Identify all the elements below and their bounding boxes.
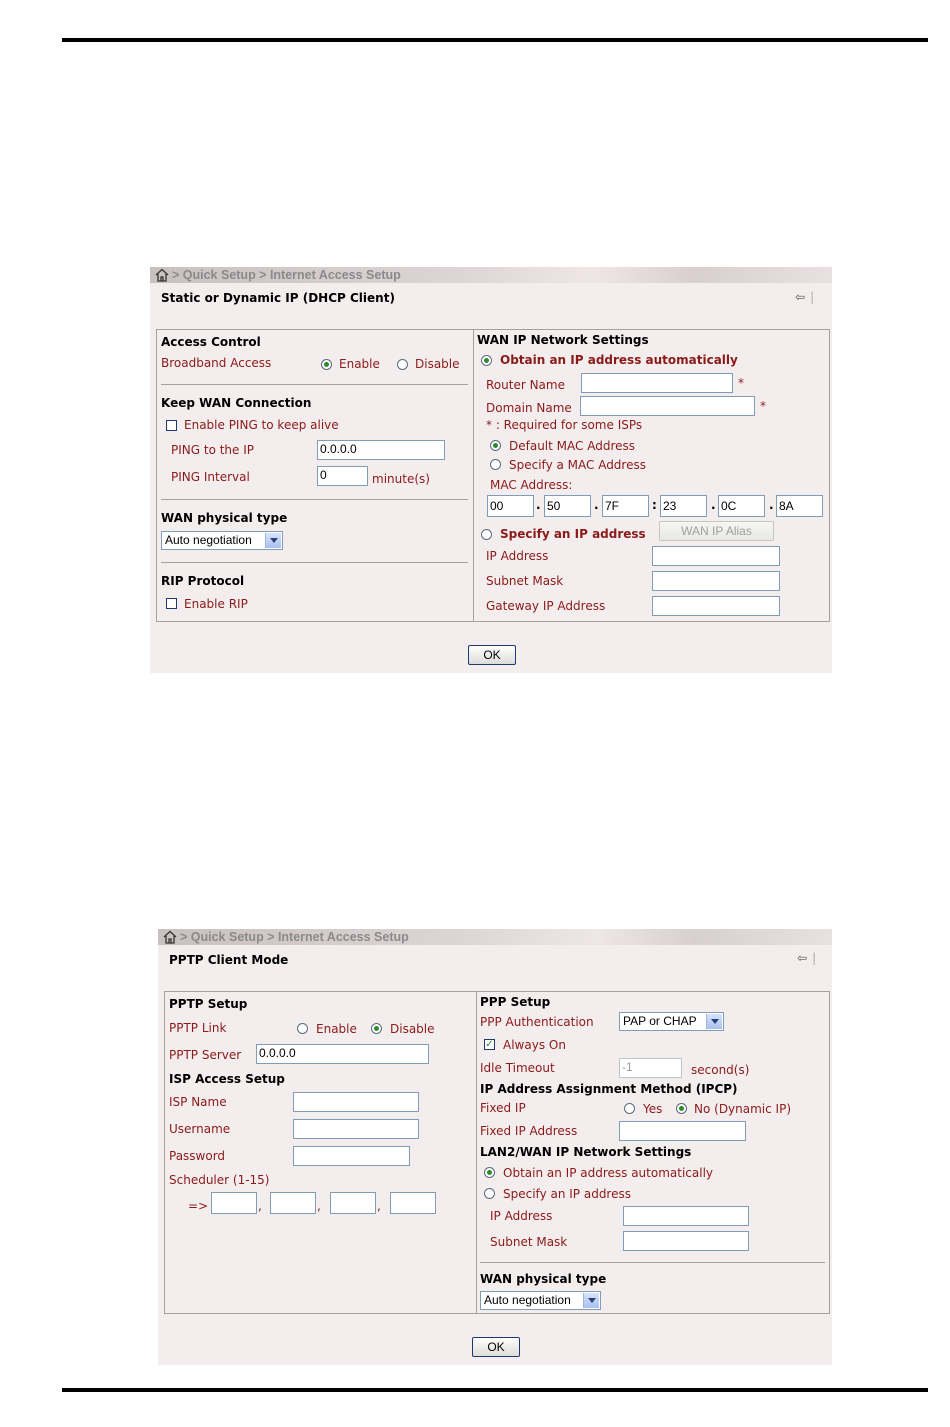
back-arrow-icon[interactable]: ⇦ | bbox=[795, 290, 815, 304]
fixed-ip-address-input[interactable] bbox=[619, 1121, 746, 1141]
bottom-rule bbox=[62, 1388, 928, 1392]
scheduler-comma: , bbox=[317, 1199, 321, 1213]
fixed-ip-label: Fixed IP bbox=[480, 1101, 526, 1115]
mac-separator: . bbox=[711, 498, 716, 512]
chevron-down-icon[interactable] bbox=[706, 1014, 722, 1029]
router-name-required: * bbox=[738, 376, 744, 390]
keep-wan-heading: Keep WAN Connection bbox=[161, 396, 312, 410]
router-name-input[interactable] bbox=[581, 373, 733, 393]
ping-interval-input[interactable]: 0 bbox=[317, 466, 368, 486]
scheduler-comma: , bbox=[258, 1199, 262, 1213]
enable-rip-label: Enable RIP bbox=[184, 597, 248, 611]
specify-ip-label: Specify an IP address bbox=[500, 527, 646, 541]
static-dhcp-screen bbox=[150, 267, 832, 673]
pptp-enable-label: Enable bbox=[316, 1022, 357, 1036]
mac-octet-3[interactable]: 7F bbox=[602, 495, 649, 517]
scheduler-input-2[interactable] bbox=[270, 1192, 316, 1214]
specify-ip-radio[interactable] bbox=[481, 529, 492, 540]
enable-ping-label: Enable PING to keep alive bbox=[184, 418, 339, 432]
idle-timeout-label: Idle Timeout bbox=[480, 1061, 555, 1075]
username-input[interactable] bbox=[293, 1119, 419, 1139]
pptp-disable-label: Disable bbox=[390, 1022, 435, 1036]
chevron-down-icon[interactable] bbox=[583, 1293, 599, 1308]
column-divider bbox=[473, 329, 474, 621]
breadcrumb-bar bbox=[158, 929, 832, 945]
ping-ip-label: PING to the IP bbox=[171, 443, 255, 457]
password-input[interactable] bbox=[293, 1146, 410, 1166]
broadband-access-label: Broadband Access bbox=[161, 356, 272, 370]
obtain-ip-radio[interactable] bbox=[481, 355, 492, 366]
fixed-ip-yes-radio[interactable] bbox=[624, 1103, 635, 1114]
lan2wan-ip-label: IP Address bbox=[490, 1209, 553, 1223]
ping-ip-input[interactable]: 0.0.0.0 bbox=[317, 440, 445, 460]
default-mac-label: Default MAC Address bbox=[509, 439, 635, 453]
top-rule bbox=[62, 38, 928, 42]
access-control-heading: Access Control bbox=[161, 335, 261, 349]
specify-mac-radio[interactable] bbox=[490, 459, 501, 470]
mac-octet-5[interactable]: 0C bbox=[718, 495, 765, 517]
wan-ip-alias-button[interactable]: WAN IP Alias bbox=[659, 521, 774, 541]
mac-octet-4[interactable]: 23 bbox=[660, 495, 707, 517]
back-arrow-icon[interactable]: ⇦ | bbox=[797, 951, 817, 965]
isp-name-label: ISP Name bbox=[169, 1095, 227, 1109]
mac-address-label: MAC Address: bbox=[490, 478, 573, 492]
pptp-setup-heading: PPTP Setup bbox=[169, 997, 248, 1011]
ping-interval-unit: minute(s) bbox=[372, 472, 430, 486]
idle-timeout-input[interactable]: -1 bbox=[619, 1058, 682, 1078]
wan-physical-value: Auto negotiation bbox=[165, 533, 252, 547]
page-title: PPTP Client Mode bbox=[169, 953, 289, 967]
divider bbox=[480, 1262, 825, 1263]
lan2wan-obtain-radio[interactable] bbox=[484, 1167, 495, 1178]
fixed-ip-no-label: No (Dynamic IP) bbox=[694, 1102, 792, 1116]
page-title: Static or Dynamic IP (DHCP Client) bbox=[161, 291, 395, 305]
mac-octet-1[interactable]: 00 bbox=[487, 495, 534, 517]
broadband-enable-label: Enable bbox=[339, 357, 380, 371]
breadcrumb: > Quick Setup > Internet Access Setup bbox=[180, 930, 409, 944]
wan-physical-value: Auto negotiation bbox=[484, 1293, 571, 1307]
scheduler-label: Scheduler (1-15) bbox=[169, 1173, 270, 1187]
ok-button[interactable]: OK bbox=[468, 645, 516, 665]
divider bbox=[161, 499, 468, 500]
chevron-down-icon[interactable] bbox=[265, 533, 281, 548]
scheduler-comma: , bbox=[377, 1199, 381, 1213]
pptp-server-input[interactable]: 0.0.0.0 bbox=[256, 1044, 429, 1064]
ppp-setup-heading: PPP Setup bbox=[480, 995, 551, 1009]
lan2wan-specify-radio[interactable] bbox=[484, 1188, 495, 1199]
fixed-ip-no-radio[interactable] bbox=[676, 1103, 687, 1114]
gateway-label: Gateway IP Address bbox=[486, 599, 606, 613]
broadband-disable-radio[interactable] bbox=[397, 359, 408, 370]
pptp-enable-radio[interactable] bbox=[297, 1023, 308, 1034]
mac-separator: . bbox=[594, 498, 599, 512]
fixed-ip-address-label: Fixed IP Address bbox=[480, 1124, 578, 1138]
mac-separator: . bbox=[769, 498, 774, 512]
wan-physical-select[interactable] bbox=[161, 531, 283, 550]
mac-separator: : bbox=[652, 498, 657, 512]
ok-button[interactable]: OK bbox=[472, 1337, 520, 1357]
ping-interval-label: PING Interval bbox=[171, 470, 250, 484]
always-on-checkbox[interactable]: ✓ bbox=[485, 1039, 494, 1050]
lan2wan-heading: LAN2/WAN IP Network Settings bbox=[480, 1145, 692, 1159]
isp-name-input[interactable] bbox=[293, 1092, 419, 1112]
home-icon[interactable] bbox=[154, 268, 170, 282]
subnet-mask-input[interactable] bbox=[652, 571, 780, 591]
username-label: Username bbox=[169, 1122, 231, 1136]
lan2wan-mask-input[interactable] bbox=[623, 1231, 749, 1251]
default-mac-radio[interactable] bbox=[490, 440, 501, 451]
mac-octet-2[interactable]: 50 bbox=[544, 495, 591, 517]
ppp-auth-label: PPP Authentication bbox=[480, 1015, 594, 1029]
wan-physical-select[interactable] bbox=[480, 1291, 601, 1310]
scheduler-input-3[interactable] bbox=[330, 1192, 376, 1214]
wan-physical-heading: WAN physical type bbox=[161, 511, 288, 525]
domain-name-required: * bbox=[760, 399, 766, 413]
ppp-auth-select[interactable] bbox=[619, 1012, 724, 1031]
breadcrumb: > Quick Setup > Internet Access Setup bbox=[172, 268, 401, 282]
breadcrumb-bar bbox=[150, 267, 832, 283]
wan-ip-heading: WAN IP Network Settings bbox=[477, 333, 649, 347]
pptp-link-label: PPTP Link bbox=[169, 1021, 227, 1035]
domain-name-label: Domain Name bbox=[486, 401, 572, 415]
column-divider bbox=[476, 991, 477, 1313]
router-name-label: Router Name bbox=[486, 378, 565, 392]
always-on-label: Always On bbox=[503, 1038, 566, 1052]
isp-access-heading: ISP Access Setup bbox=[169, 1072, 285, 1086]
scheduler-input-1[interactable] bbox=[211, 1192, 257, 1214]
gateway-input[interactable] bbox=[652, 596, 780, 616]
pptp-disable-radio[interactable] bbox=[371, 1023, 382, 1034]
broadband-disable-label: Disable bbox=[415, 357, 460, 371]
scheduler-input-4[interactable] bbox=[390, 1192, 436, 1214]
divider bbox=[161, 562, 468, 563]
domain-name-input[interactable] bbox=[580, 396, 755, 416]
scheduler-arrow: => bbox=[188, 1199, 209, 1213]
specify-mac-label: Specify a MAC Address bbox=[509, 458, 646, 472]
ip-address-input[interactable] bbox=[652, 546, 780, 566]
mac-octet-6[interactable]: 8A bbox=[776, 495, 823, 517]
ip-address-label: IP Address bbox=[486, 549, 549, 563]
divider bbox=[161, 384, 468, 385]
enable-ping-checkbox[interactable] bbox=[166, 420, 177, 431]
enable-rip-checkbox[interactable] bbox=[166, 598, 177, 609]
obtain-ip-label: Obtain an IP address automatically bbox=[500, 353, 738, 367]
wan-physical-heading: WAN physical type bbox=[480, 1272, 607, 1286]
lan2wan-specify-label: Specify an IP address bbox=[503, 1187, 631, 1201]
idle-timeout-unit: second(s) bbox=[691, 1063, 750, 1077]
password-label: Password bbox=[169, 1149, 226, 1163]
subnet-mask-label: Subnet Mask bbox=[486, 574, 564, 588]
pptp-screen bbox=[158, 929, 832, 1365]
required-note: * : Required for some ISPs bbox=[486, 418, 643, 432]
ppp-auth-value: PAP or CHAP bbox=[623, 1014, 697, 1028]
home-icon[interactable] bbox=[162, 930, 178, 944]
lan2wan-ip-input[interactable] bbox=[623, 1206, 749, 1226]
lan2wan-mask-label: Subnet Mask bbox=[490, 1235, 568, 1249]
rip-heading: RIP Protocol bbox=[161, 574, 245, 588]
lan2wan-obtain-label: Obtain an IP address automatically bbox=[503, 1166, 714, 1180]
pptp-server-label: PPTP Server bbox=[169, 1048, 242, 1062]
ipcp-heading: IP Address Assignment Method (IPCP) bbox=[480, 1082, 738, 1096]
fixed-ip-yes-label: Yes bbox=[643, 1102, 663, 1116]
broadband-enable-radio[interactable] bbox=[321, 359, 332, 370]
mac-separator: . bbox=[536, 498, 541, 512]
